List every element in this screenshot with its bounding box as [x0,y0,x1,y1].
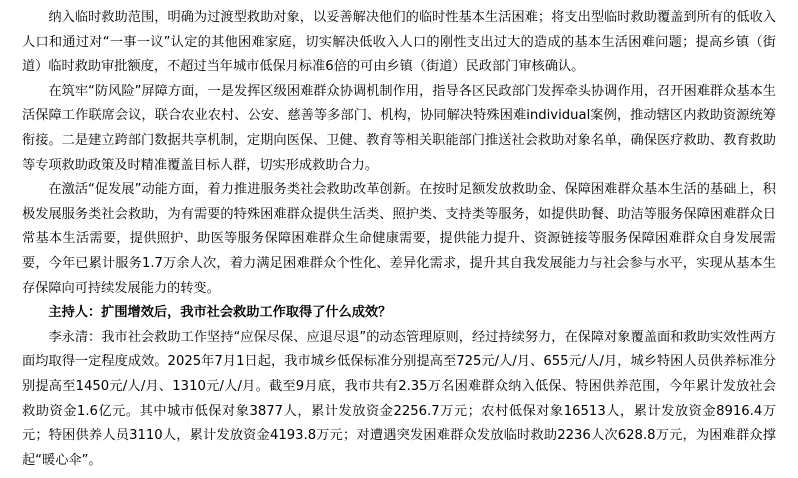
paragraph: 纳入临时救助范围，明确为过渡型救助对象，以妥善解决他们的临时性基本生活困难；将支出型临时救助覆盖到所有的低收入人口和通过对“一事一议”认定的其他困难家庭，切实解决低收入人口的刚性支出过大的造成的基本生活困难问题；提高乡镇（街道）临时救助审批额度，不超过当年城市低保月标准6倍的可由乡镇（街道）民政部门审核确认。 [22,10,776,75]
paragraph: 在筑牢“防风险”屏障方面，一是发挥区级困难群众协调机制作用，指导各区民政部门发挥牵头协调作用，召开困难群众基本生活保障工作联席会议，联合农业农村、公安、慈善等多部门、机构，协同解决特殊困难individual案例，推动辖区内救助资源统筹衔接。二是建立跨部门数据共享机制，定期向医保、卫健、教育等相关职能部门推送社会救助对象名单，确保医疗救助、教育救助等专项救助政策及时精准覆盖目标人群，切实形成救助合力。 [22,83,776,173]
interview-question: 主持人：扩围增效后，我市社会救助工作取得了什么成效？ [48,305,392,321]
paragraph: 李永清：我市社会救助工作坚持“应保尽保、应退尽退”的动态管理原则，经过持续努力，在保障对象覆盖面和救助实效性两方面均取得一定程度成效。2025年7月1日起，我市城乡低保标准分别提高至725元/人/月、655元/人/月，城乡特困人员供养标准分别提高至1450元/人/月、1310元/人/月。截至9月底，我市共有2.35万名困难群众纳入低保、特困供养范围，今年累计发放社会救助资金1.6亿元。其中城市低保对象3877人，累计发放资金2256.7万元；农村低保对象16513人，累计发放资金8916.4万元；特困供养人员3110人，累计发放资金4193.8万元；对遭遇突发困难群众发放临时救助2236人次628.8万元，为困难群众撑起“暖心伞”。 [22,329,776,468]
document-body [22,6,776,473]
paragraph: 在激活“促发展”动能方面，着力推进服务类社会救助改革创新。在按时足额发放救助金、保障困难群众基本生活的基础上，积极发展服务类社会救助，为有需要的特殊困难群众提供生活类、照护类、支持类等服务，如提供助餐、助洁等服务保障困难群众日常基本生活需要，提供照护、助医等服务保障困难群众生命健康需要，提供能力提升、资源链接等服务保障困难群众自身发展需要，今年已累计服务1.7万余人次，着力满足困难群众个性化、差异化需求，提升其自我发展能力与社会参与水平，实现从基本生存保障向可持续发展能力的转变。 [22,182,776,296]
